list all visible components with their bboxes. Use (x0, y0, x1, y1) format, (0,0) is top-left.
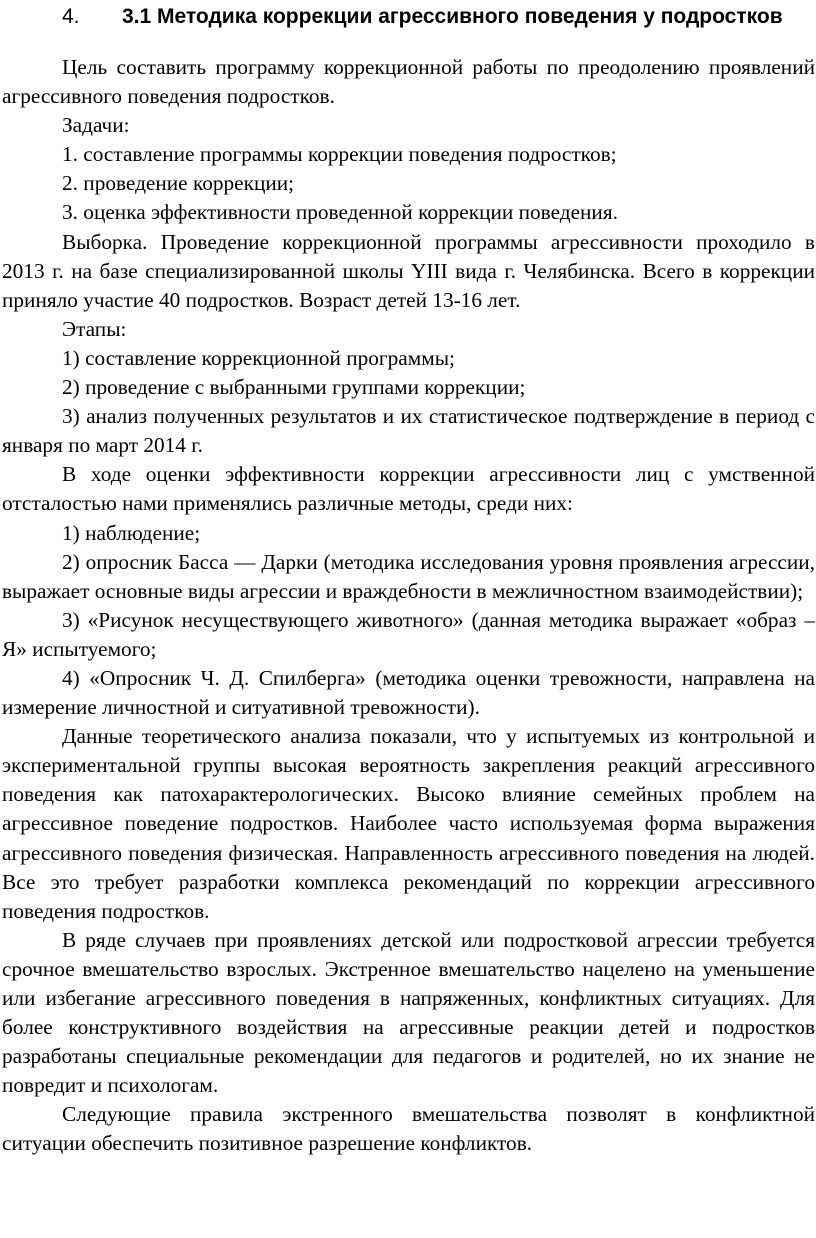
paragraph: Выборка. Проведение коррекционной программы агрессивности проходило в 2013 г. на базе специализированной школы YIII вида г. Челябинска. Всего в коррекции приняло участие 40 подростков. Возраст детей 13-16 лет. (2, 229, 815, 312)
list-item: 2) проведение с выбранными группами коррекции; (62, 375, 526, 400)
paragraph: Цель составить программу коррекционной работы по преодолению проявлений агрессивного поведения подростков. (2, 55, 815, 109)
list-item: 3) анализ полученных результатов и их статистическое подтверждение в период с января по март 2014 г. (2, 404, 815, 458)
heading-title: 3.1 Методика коррекции агрессивного поведения у подростков (122, 5, 783, 28)
paragraph: Задачи: (62, 113, 130, 138)
list-item: 3) «Рисунок несуществующего животного» (данная методика выражает «образ – Я» испытуемого; (2, 607, 815, 661)
list-item: 2) опросник Басса — Дарки (методика исследования уровня проявления агрессии, выражает основные виды агрессии и враждебности в межличностном взаимодействии); (2, 549, 815, 603)
list-item: 1) составление коррекционной программы; (62, 345, 455, 370)
list-item: 2. проведение коррекции; (62, 171, 295, 196)
paragraph: Следующие правила экстренного вмешательства позволят в конфликтной ситуации обеспечить позитивное разрешение конфликтов. (2, 1102, 815, 1156)
list-item: 1) наблюдение; (62, 520, 201, 545)
list-item: 4) «Опросник Ч. Д. Спилберга» (методика оценки тревожности, направлена на измерение личностной и ситуативной тревожности). (2, 665, 815, 720)
paragraph: В ходе оценки эффективности коррекции агрессивности лиц с умственной отсталостью нами применялись различные методы, среди них: (2, 462, 815, 516)
list-item: 3. оценка эффективности проведенной коррекции поведения. (62, 200, 618, 225)
paragraph: Этапы: (62, 316, 127, 341)
document-body (2, 53, 815, 1159)
heading-number: 4. (62, 5, 80, 28)
list-item: 1. составление программы коррекции поведения подростков; (62, 142, 617, 167)
section-heading (0, 2, 816, 32)
paragraph: Данные теоретического анализа показали, что у испытуемых из контрольной и экспериментальной группы высокая вероятность закрепления реакций агрессивного поведения как патохарактерологических. Высоко влияние семейных проблем на агрессивное поведение подростков. Наиболее часто используемая форма выражения агрессивного поведения физическая. Направленность агрессивного поведения на людей. Все это требует разработки комплекса рекомендаций по коррекции агрессивного поведения подростков. (2, 724, 815, 923)
paragraph: В ряде случаев при проявлениях детской или подростковой агрессии требуется срочное вмешательство взрослых. Экстренное вмешательство нацелено на уменьшение или избегание агрессивного поведения в напряженных, конфликтных ситуациях. Для более конструктивного воздействия на агрессивные реакции детей и подростков разработаны специальные рекомендации для педагогов и родителей, но их знание не повредит и психологам. (2, 927, 815, 1098)
